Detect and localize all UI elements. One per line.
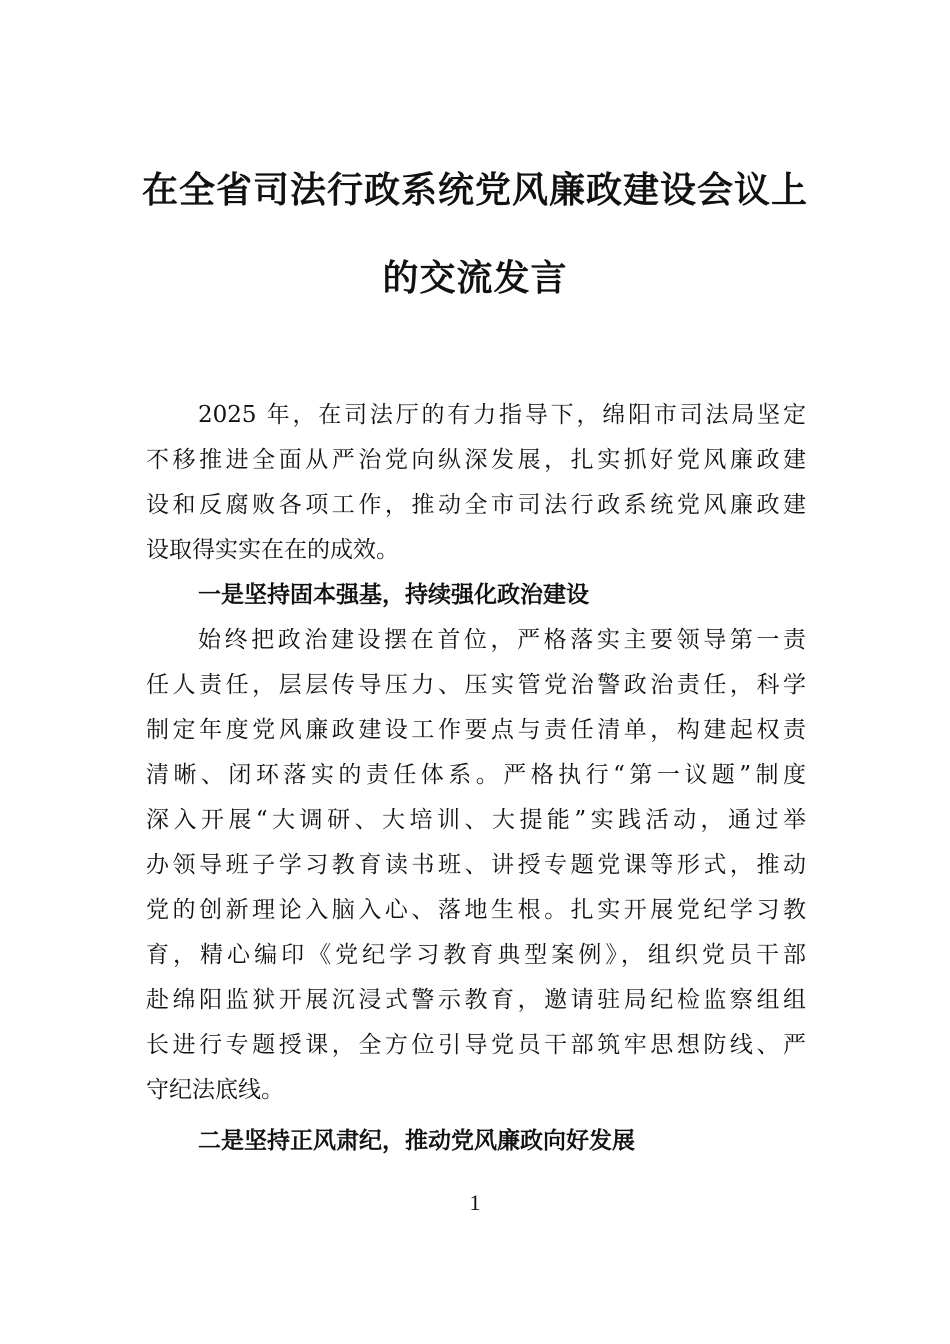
paragraph-line: 任人责任，层层传导压力、压实管党治警政治责任，科学 bbox=[146, 672, 806, 698]
paragraph-line: 始终把政治建设摆在首位，严格落实主要领导第一责 bbox=[198, 627, 806, 653]
paragraph-line: 清晰、闭环落实的责任体系。严格执行“第一议题”制度 bbox=[146, 762, 806, 788]
paragraph-line: 设和反腐败各项工作，推动全市司法行政系统党风廉政建 bbox=[146, 492, 806, 518]
paragraph-line: 守纪法底线。 bbox=[146, 1077, 284, 1103]
paragraph-line: 赴绵阳监狱开展沉浸式警示教育，邀请驻局纪检监察组组 bbox=[146, 987, 806, 1013]
paragraph-line: 设取得实实在在的成效。 bbox=[146, 537, 399, 563]
title-line-2: 的交流发言 bbox=[382, 258, 568, 299]
intro-paragraph bbox=[146, 393, 806, 573]
paragraph-line: 党的创新理论入脑入心、落地生根。扎实开展党纪学习教 bbox=[146, 897, 806, 923]
paragraph-line: 长进行专题授课，全方位引导党员干部筑牢思想防线、严 bbox=[146, 1032, 806, 1058]
paragraph-line: 深入开展“大调研、大培训、大提能”实践活动，通过举 bbox=[146, 807, 806, 833]
section-heading-1: 一是坚持固本强基，持续强化政治建设 bbox=[198, 582, 589, 608]
section-heading-2: 二是坚持正风肃纪，推动党风廉政向好发展 bbox=[198, 1128, 635, 1154]
document-title bbox=[120, 166, 830, 342]
title-line-1: 在全省司法行政系统党风廉政建设会议上 bbox=[141, 170, 808, 211]
paragraph-line: 办领导班子学习教育读书班、讲授专题党课等形式，推动 bbox=[146, 852, 806, 878]
page-number: 1 bbox=[469, 1190, 481, 1215]
section-1-paragraph bbox=[146, 618, 806, 1113]
paragraph-line: 不移推进全面从严治党向纵深发展，扎实抓好党风廉政建 bbox=[146, 447, 806, 473]
paragraph-line: 育，精心编印《党纪学习教育典型案例》，组织党员干部 bbox=[146, 942, 806, 968]
paragraph-line: 制定年度党风廉政建设工作要点与责任清单，构建起权责 bbox=[146, 717, 806, 743]
document-body bbox=[146, 393, 806, 1164]
paragraph-line: 2025 年，在司法厅的有力指导下，绵阳市司法局坚定 bbox=[198, 402, 806, 428]
